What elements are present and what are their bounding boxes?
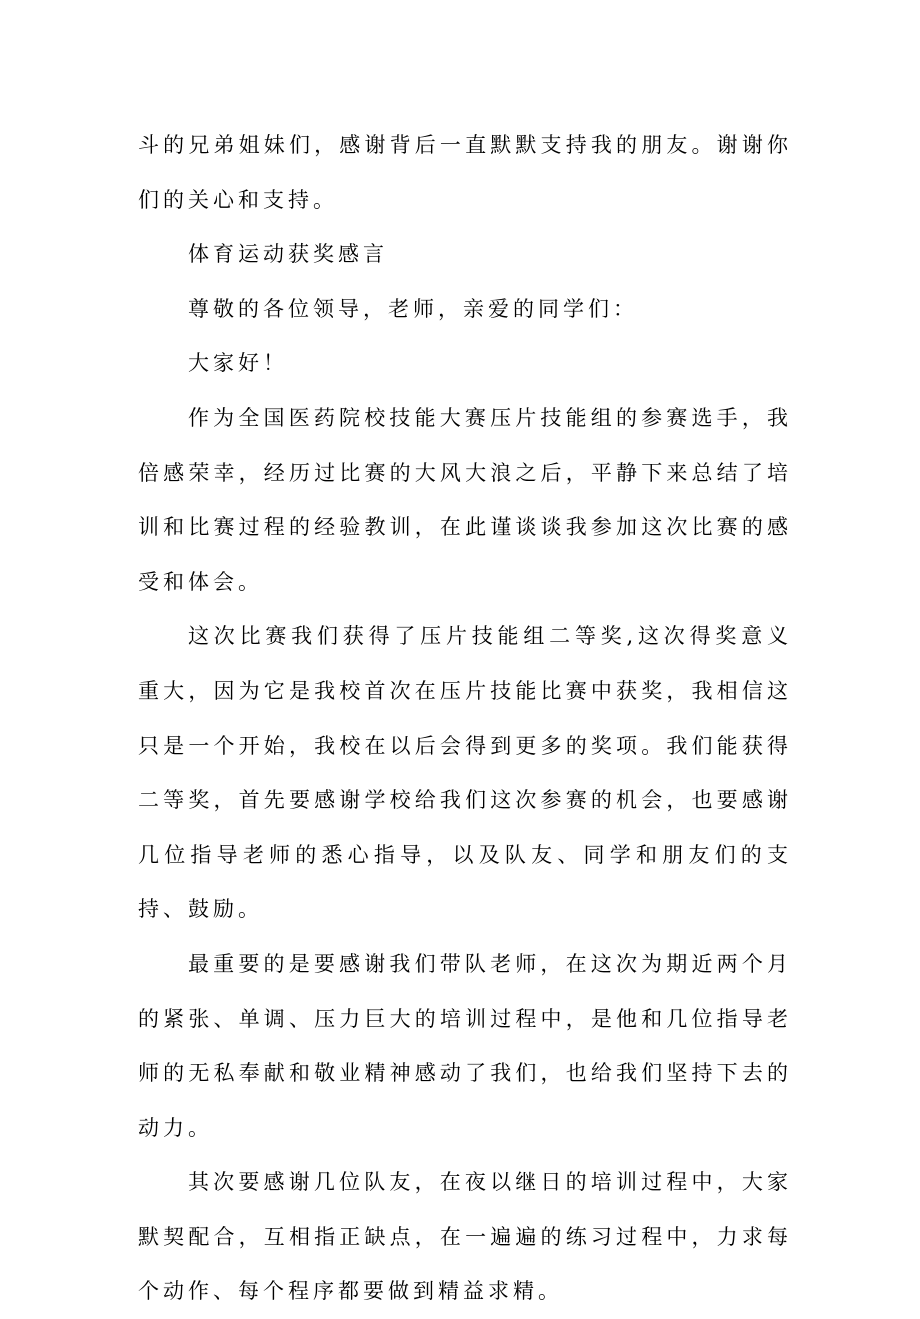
salutation: 尊敬的各位领导，老师，亲爱的同学们： [188, 296, 638, 321]
document-page [138, 118, 792, 1319]
section-title: 体育运动获奖感言 [188, 242, 388, 267]
paragraph-thanks-teammates: 其次要感谢几位队友，在夜以继日的培训过程中，大家默契配合，互相指正缺点，在一遍遍的练习过程中，力求每个动作、每个程序都要做到精益求精。 [138, 1170, 792, 1304]
greeting: 大家好！ [188, 351, 288, 376]
paragraph-continuation: 斗的兄弟姐妹们，感谢背后一直默默支持我的朋友。谢谢你们的关心和支持。 [138, 133, 792, 212]
paragraph-thanks-leader: 最重要的是要感谢我们带队老师，在这次为期近两个月的紧张、单调、压力巨大的培训过程中，是他和几位指导老师的无私奉献和敬业精神感动了我们，也给我们坚持下去的动力。 [138, 951, 792, 1140]
paragraph-intro: 作为全国医药院校技能大赛压片技能组的参赛选手，我倍感荣幸，经历过比赛的大风大浪之后，平静下来总结了培训和比赛过程的经验教训，在此谨谈谈我参加这次比赛的感受和体会。 [138, 405, 792, 594]
paragraph-award: 这次比赛我们获得了压片技能组二等奖,这次得奖意义重大，因为它是我校首次在压片技能比赛中获奖，我相信这只是一个开始，我校在以后会得到更多的奖项。我们能获得二等奖，首先要感谢学校给我们这次参赛的机会，也要感谢几位指导老师的悉心指导，以及队友、同学和朋友们的支持、鼓励。 [138, 624, 792, 922]
